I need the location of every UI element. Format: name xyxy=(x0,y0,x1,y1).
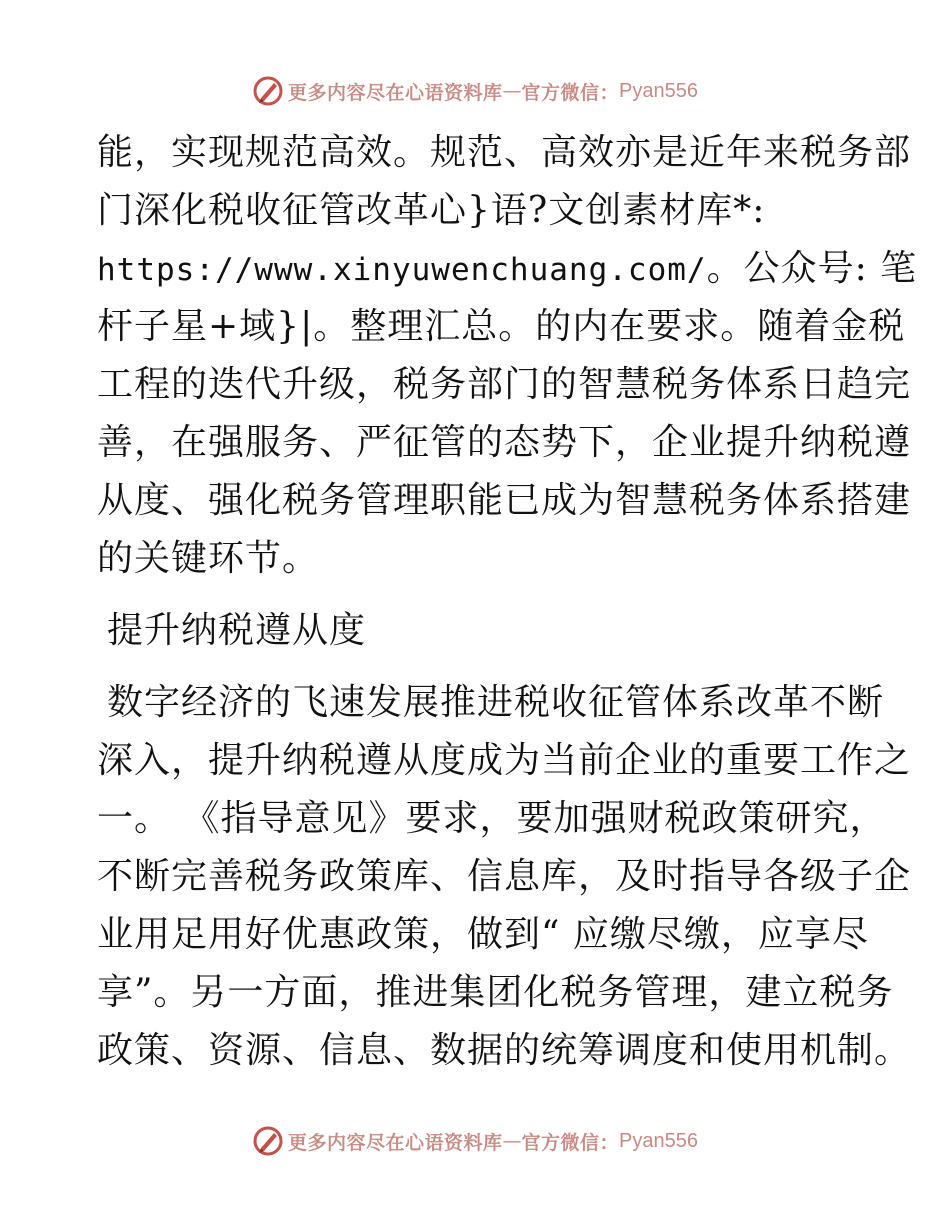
paragraph-2 xyxy=(97,674,912,1080)
text-line: 的关键环节。 xyxy=(97,538,320,579)
text-line: 善，在强服务、严征管的态势下，企业提升纳税遵 xyxy=(97,422,912,463)
section-heading: 提升纳税遵从度 xyxy=(107,610,367,651)
banner-wechat-id: Pyan556 xyxy=(619,79,698,102)
banner-text: 更多内容尽在心语资料库 xyxy=(288,1131,503,1154)
footer-banner xyxy=(0,1121,950,1161)
text-line: 政策、资源、信息、数据的统筹调度和使用机制。 xyxy=(97,1030,912,1071)
text-line: 杆子星+域}|。整理汇总。的内在要求。随着金税 xyxy=(97,306,906,347)
text-line: 业用足用好优惠政策，做到“ 应缴尽缴，应享尽 xyxy=(97,914,869,955)
url-line xyxy=(97,240,918,298)
pen-logo-icon xyxy=(252,75,284,107)
text-line: 从度、强化税务管理职能已成为智慧税务体系搭建 xyxy=(97,480,912,521)
url-text: https://www.xinyuwenchuang.com/ xyxy=(97,252,707,288)
text-line: 深入，提升纳税遵从度成为当前企业的重要工作之 xyxy=(97,740,912,781)
document-body xyxy=(97,124,918,1080)
banner-wechat-label: 官方微信： xyxy=(521,81,620,104)
pen-logo-icon xyxy=(252,1125,284,1157)
text-line: 一。 《指导意见》要求，要加强财税政策研究， xyxy=(97,798,887,839)
text-line: 工程的迭代升级，税务部门的智慧税务体系日趋完 xyxy=(97,364,912,405)
banner-dash: — xyxy=(502,80,522,102)
header-banner xyxy=(0,71,950,111)
text-line: 能，实现规范高效。规范、高效亦是近年来税务部 xyxy=(97,132,912,173)
banner-wechat-label: 官方微信： xyxy=(521,1131,620,1154)
text-line: 数字经济的飞速发展推进税收征管体系改革不断 xyxy=(107,682,885,723)
text-line-tail: 。公众号: 笔 xyxy=(706,248,918,289)
banner-dash: — xyxy=(502,1130,522,1152)
banner-wechat-id: Pyan556 xyxy=(619,1129,698,1152)
text-line: 享”。另一方面，推进集团化税务管理，建立税务 xyxy=(97,972,894,1013)
text-line: 不断完善税务政策库、信息库，及时指导各级子企 xyxy=(97,856,912,897)
paragraph-1 xyxy=(97,124,918,588)
banner-text: 更多内容尽在心语资料库 xyxy=(288,81,503,104)
text-line: 门深化税收征管改革心}语?文创素材库*: xyxy=(97,190,766,231)
